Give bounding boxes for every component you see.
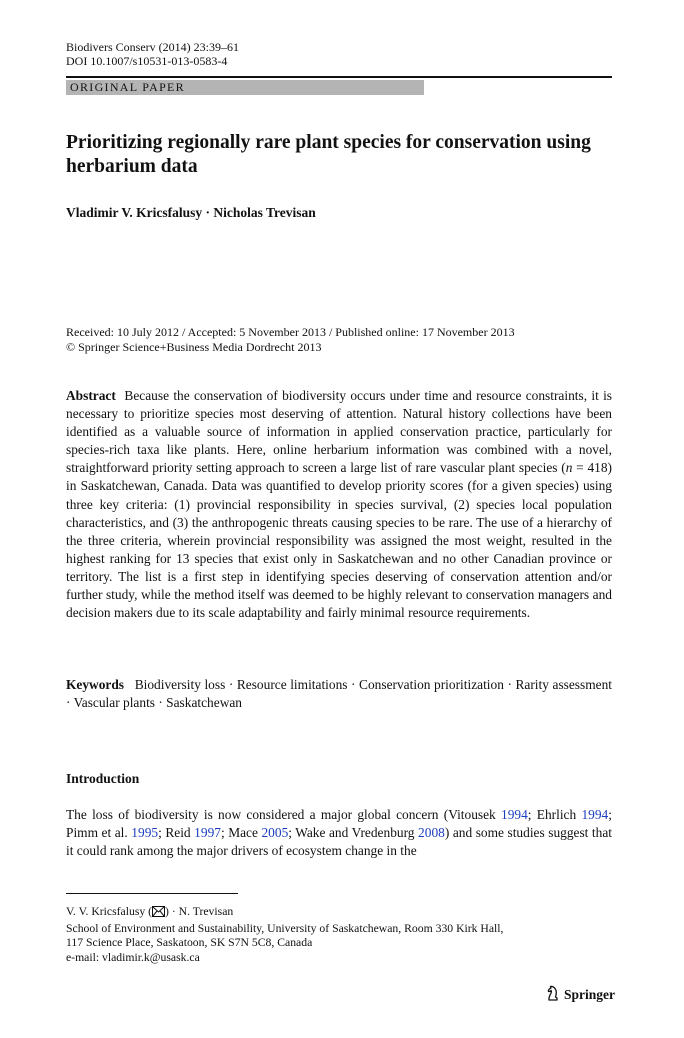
article-type-badge: ORIGINAL PAPER	[66, 80, 424, 95]
citation-link[interactable]: 2008	[418, 825, 445, 841]
abstract-n-symbol: n	[565, 460, 573, 476]
citation-link[interactable]: 1997	[194, 825, 221, 841]
abstract	[66, 387, 612, 622]
abstract-text-1: Because the conservation of biodiversity occurs under time and resource constraints, it is necessary to prioritize species most deserving of attention. Natural history collections have been identified as a valuable source of information in applied conservation practice, particularly for species-rich taxa like plants. Here, online herbarium information was combined with a novel, straightforward priority setting approach to screen a large list of rare vascular plant species (	[66, 388, 613, 476]
copyright: © Springer Science+Business Media Dordrecht 2013	[66, 339, 322, 354]
keywords	[66, 676, 612, 712]
affiliation-line-2: 117 Science Place, Saskatoon, SK S7N 5C8, Canada	[66, 936, 313, 949]
affiliation-line-1: School of Environment and Sustainability, University of Saskatchewan, Room 330 Kirk Hall,	[66, 921, 504, 935]
email: e-mail: vladimir.k@usask.ca	[66, 950, 200, 964]
author-footnote	[66, 905, 503, 965]
intro-text: The loss of biodiversity is now considered a major global concern (Vitousek	[66, 807, 502, 822]
publisher-logo	[546, 985, 615, 1005]
introduction-heading: Introduction	[66, 771, 140, 786]
citation-link[interactable]: 2005	[261, 825, 289, 841]
springer-knight-icon	[546, 985, 560, 1005]
citation-link[interactable]: 1994	[581, 807, 609, 822]
intro-text: ) and some studies suggest that it could rank among the major drivers of ecosystem change in the	[66, 825, 613, 859]
authors: Vladimir V. Kricsfalusy · Nicholas Trevisan	[66, 205, 316, 220]
intro-text: ; Mace	[220, 825, 262, 841]
publisher-name: Springer	[564, 987, 616, 1002]
journal-citation: Biodivers Conserv (2014) 23:39–61	[66, 40, 239, 54]
corresponding-author: V. V. Kricsfalusy ( ) · N. Trevisan	[66, 905, 503, 922]
keywords-text: Biodiversity loss · Resource limitations · Conservation prioritization · Rarity assessment · Vascular plants · Saskatchewan	[66, 677, 613, 711]
intro-text: ; Ehrlich	[527, 807, 582, 822]
intro-text: ; Reid	[158, 825, 195, 841]
history-dates: Received: 10 July 2012 / Accepted: 5 November 2013 / Published online: 17 November 2013	[66, 325, 515, 339]
paper-title: Prioritizing regionally rare plant species for conservation using herbarium data	[66, 132, 591, 177]
intro-text: ; Pimm et al.	[66, 807, 612, 841]
intro-text: ; Wake and Vredenburg	[288, 825, 419, 841]
abstract-text-2: = 418) in Saskatchewan, Canada. Data was quantified to develop priority scores (for a given species) using three key criteria: (1) provincial responsibility in species survival, (2) species local population characteristics, and (3) the anthropogenic threats causing species to be rare. The use of a hierarchy of the three criteria, wherein provincial responsibility was assigned the most weight, resulted in the highest ranking for 13 species that exist only in Saskatchewan and no other Canadian province or territory. The list is a first step in identifying species deserving of conservation attention and/or further study, while the method itself was deemed to be highly relevant to conservation managers and decision makers due to its scale adaptability and fairly minimal resource requirements.	[66, 460, 612, 621]
footnote-rule	[66, 893, 238, 894]
citation-link[interactable]: 1995	[131, 825, 159, 841]
abstract-label: Abstract	[66, 388, 116, 403]
introduction-paragraph	[66, 806, 612, 860]
publication-history	[66, 325, 515, 354]
keywords-label: Keywords	[66, 677, 125, 692]
citation-link[interactable]: 1994	[501, 807, 528, 822]
envelope-icon	[152, 906, 165, 922]
header-rule	[66, 76, 612, 78]
doi: DOI 10.1007/s10531-013-0583-4	[66, 54, 228, 68]
